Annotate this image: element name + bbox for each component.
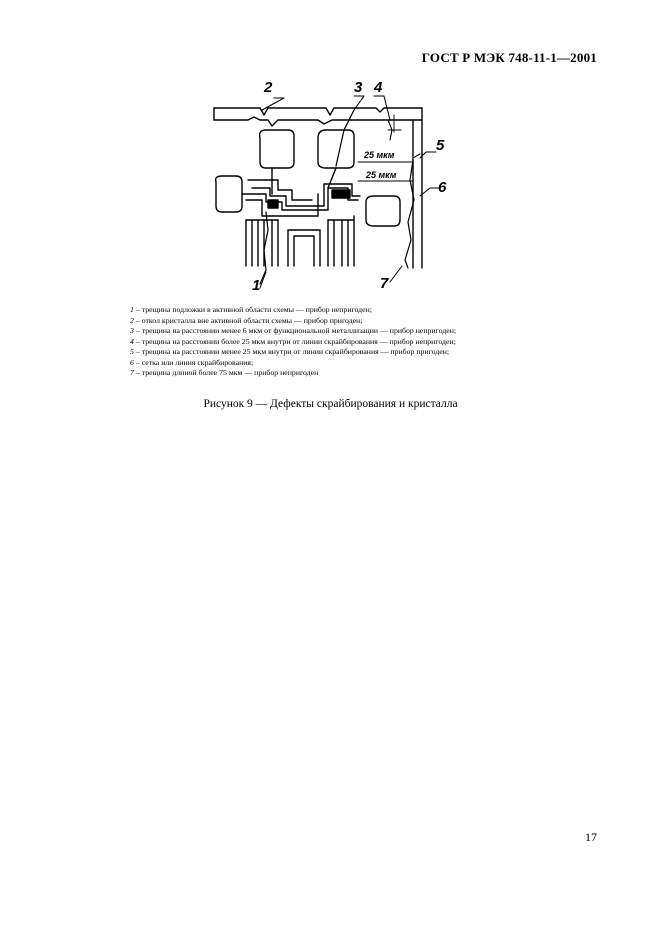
callout-2: 2 [264, 79, 273, 96]
callout-3: 3 [354, 79, 363, 96]
dimension-label-top: 25 мкм [364, 150, 395, 160]
dimension-label-bottom: 25 мкм [366, 170, 397, 180]
legend-item: 7 – трещина длиной более 75 мкм — прибор непригоден [130, 368, 319, 377]
legend-item: 5 – трещина на расстоянии менее 25 мкм внутри от линии скрайбирования — прибор пригоден; [130, 347, 450, 356]
page-number: 17 [585, 830, 597, 844]
legend-item: 6 – сетка или линия скрайбирования; [130, 357, 254, 367]
callout-1: 1 [252, 277, 261, 292]
scribing-defects-drawing [208, 70, 448, 292]
legend-item: 4 – трещина на расстоянии более 25 мкм внутри от линии скрайбирования — прибор непригоден; [130, 336, 456, 346]
document-header: ГОСТ Р МЭК 748-11-1—2001 [421, 50, 597, 65]
callout-4: 4 [374, 79, 383, 96]
callout-6: 6 [438, 179, 447, 196]
legend-item: 3 – трещина на расстоянии менее 6 мкм от функциональной металлизации — прибор непригоден; [130, 326, 457, 335]
figure-caption: Рисунок 9 — Дефекты скрайбирования и кристалла [203, 398, 458, 410]
callout-7: 7 [380, 275, 389, 292]
legend-item: 2 – откол кристалла вне активной области схемы — прибор пригоден; [130, 315, 363, 325]
defects-figure [208, 70, 448, 292]
figure-legend [130, 305, 570, 379]
callout-5: 5 [436, 137, 445, 154]
legend-item: 1 – трещина подложки в активной области схемы — прибор непригоден; [130, 305, 372, 314]
